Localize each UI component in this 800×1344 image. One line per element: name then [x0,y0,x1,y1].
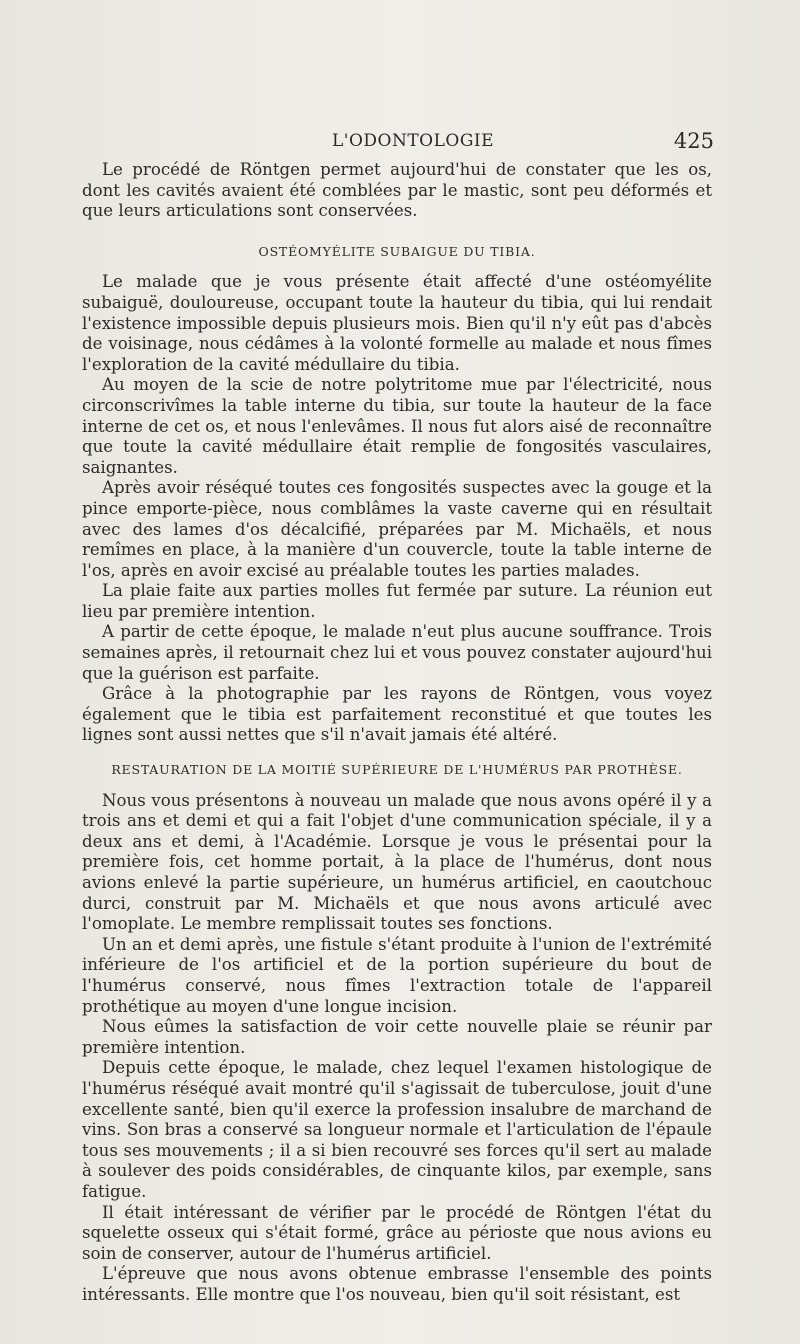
running-title: L'ODONTOLOGIE [332,131,495,151]
paragraph: Nous eûmes la satisfaction de voir cette nouvelle plaie se réunir par première intention. [82,1017,712,1057]
paragraph: Le malade que je vous présente était affecté d'une ostéomyélite subaiguë, douloureuse, occupant toute la hauteur du tibia, qui lui rendait l'existence impossible depuis plusieurs mois. Bien qu'il n'y eût pas d'abcès de voisinage, nous cédâmes à la volonté formelle au malade et nous fîmes l'exploration de la cavité médullaire du tibia. [82,272,712,374]
section-heading: OSTÉOMYÉLITE SUBAIGUE DU TIBIA. [258,243,536,259]
paragraph: Le procédé de Röntgen permet aujourd'hui de constater que les os, dont les cavités avaient été comblées par le mastic, sont peu déformés et que leurs articulations sont conservées. [82,160,712,221]
page-number: 425 [673,129,714,153]
page-header [112,131,712,155]
paragraph: Grâce à la photographie par les rayons de Röntgen, vous voyez également que le tibia est parfaitement reconstitué et que toutes les lignes sont aussi nettes que s'il n'avait jamais été altéré. [82,684,712,745]
paragraph: Il était intéressant de vérifier par le procédé de Röntgen l'état du squelette osseux qui s'était formé, grâce au périoste que nous avions eu soin de conserver, autour de l'humérus artificiel. [82,1202,712,1263]
paragraph: Au moyen de la scie de notre polytritome mue par l'électricité, nous circonscrivîmes la table interne du tibia, sur toute la hauteur de la face interne de cet os, et nous l'enlevâmes. Il nous fut alors aisé de reconnaître que toute la cavité médullaire était remplie de fongosités vasculaires, saignantes. [82,375,712,477]
section-heading: RESTAURATION DE LA MOITIÉ SUPÉRIEURE DE L'HUMÉRUS PAR PROTHÈSE. [111,762,683,778]
paragraph: Depuis cette époque, le malade, chez lequel l'examen histologique de l'humérus réséqué avait montré qu'il s'agissait de tuberculose, jouit d'une excellente santé, bien qu'il exerce la profession insalubre de marchand de vins. Son bras a conservé sa longueur normale et l'articulation de l'épaule tous ses mouvements ; il a si bien recouvré ses forces qu'il sert au malade à soulever des poids considérables, de cinquante kilos, par exemple, sans fatigue. [82,1058,712,1201]
paragraph: Après avoir réséqué toutes ces fongosités suspectes avec la gouge et la pince emporte-pièce, nous comblâmes la vaste caverne qui en résultait avec des lames d'os décalcifié, préparées par M. Michaëls, et nous remîmes en place, à la manière d'un couvercle, toute la table interne de l'os, après en avoir excisé au préalable toutes les parties malades. [82,478,712,580]
paragraph: L'épreuve que nous avons obtenue embrasse l'ensemble des points intéressants. Elle montre que l'os nouveau, bien qu'il soit résistant, est [82,1264,712,1304]
paragraph: Un an et demi après, une fistule s'étant produite à l'union de l'extrémité inférieure de l'os artificiel et de la portion supérieure du bout de l'humérus conservé, nous fîmes l'extraction totale de l'appareil prothétique au moyen d'une longue incision. [82,934,712,1016]
paragraph: Nous vous présentons à nouveau un malade que nous avons opéré il y a trois ans et demi et qui a fait l'objet d'une communication spéciale, il y a deux ans et demi, à l'Académie. Lorsque je vous le présentai pour la première fois, cet homme portait, à la place de l'humérus, dont nous avions enlevé la partie supérieure, un humérus artificiel, en caoutchouc durci, construit par M. Michaëls et que nous avons articulé avec l'omoplate. Le membre remplissait toutes ses fonctions. [82,790,712,934]
paragraph: La plaie faite aux parties molles fut fermée par suture. La réunion eut lieu par première intention. [82,581,712,621]
paragraph: A partir de cette époque, le malade n'eut plus aucune souffrance. Trois semaines après, il retournait chez lui et vous pouvez constater aujourd'hui que la guérison est parfaite. [82,622,712,683]
page-body [82,160,712,1305]
